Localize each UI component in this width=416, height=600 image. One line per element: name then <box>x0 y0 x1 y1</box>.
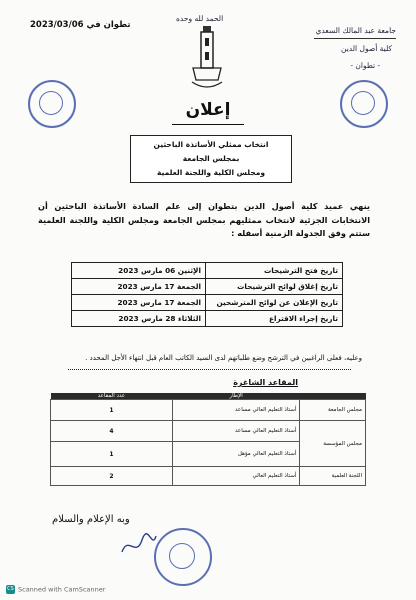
council-cell: مجلس المؤسسة <box>300 421 366 467</box>
announcement-body: ينهي عميد كلية أصول الدين بتطوان إلى علم السادة الأساتذة الباحثين أن الانتخابات الجزئية لانتخاب ممثليهم بمجلس الجامعة ومجلس الكلية واللجنة العلمية ستتم وفق الجدولة الزمنية أسفله : <box>38 201 370 238</box>
official-stamp-bottom <box>154 528 212 586</box>
subject-line: بمجلس الجامعة <box>182 154 240 163</box>
scanner-footer <box>6 585 105 594</box>
seats-row <box>51 421 366 442</box>
top-invocation: الحمد لله وحده <box>176 14 224 23</box>
dotted-separator <box>68 369 351 370</box>
signature-mark <box>118 530 158 560</box>
subject-line: ومجلس الكلية واللجنة العلمية <box>156 168 266 177</box>
document-date: تطوان في 2023/03/06 <box>30 20 131 30</box>
schedule-row <box>72 295 343 311</box>
schedule-label: تاريخ فتح الترشيحات <box>206 263 343 279</box>
schedule-label: تاريخ إجراء الاقتراع <box>206 311 343 327</box>
seats-row <box>51 467 366 486</box>
institution-faculty: كلية أصول الدين <box>341 44 392 53</box>
schedule-date: الثلاثاء 28 مارس 2023 <box>72 311 206 327</box>
council-cell: اللجنة العلمية <box>300 467 366 486</box>
submission-note: وعليه، فعلى الراغبين في الترشح وضع طلباتهم لدى السيد الكاتب العام قبل انتهاء الأجل المحدد . <box>85 354 362 362</box>
vacant-seats-title: المقاعد الشاغرة <box>233 378 298 387</box>
seats-count: 2 <box>51 467 173 486</box>
subject-line: انتخاب ممثلي الأساتذة الباحثين <box>153 140 269 149</box>
grade-cell: أستاذ التعليم العالي <box>172 467 299 486</box>
schedule-date: الإثنين 06 مارس 2023 <box>72 263 206 279</box>
schedule-label: تاريخ إغلاق لوائح الترشيحات <box>206 279 343 295</box>
seats-header: عدد المقاعد <box>51 393 173 400</box>
schedule-date: الجمعة 17 مارس 2023 <box>72 279 206 295</box>
header-underline <box>314 38 396 39</box>
schedule-row <box>72 279 343 295</box>
title-underline <box>172 124 244 125</box>
institution-city: - تطوان - <box>350 61 380 70</box>
subject-box <box>130 135 292 183</box>
schedule-table <box>71 262 343 327</box>
seats-count: 1 <box>51 400 173 421</box>
closing-line: وبه الإعلام والسلام <box>52 514 130 525</box>
seats-count: 4 <box>51 421 173 442</box>
grade-cell: أستاذ التعليم العالي مساعد <box>172 400 299 421</box>
council-cell: مجلس الجامعة <box>300 400 366 421</box>
schedule-date: الجمعة 17 مارس 2023 <box>72 295 206 311</box>
grade-cell: أستاذ التعليم العالي مؤهل <box>172 442 299 467</box>
seats-count: 1 <box>51 442 173 467</box>
seats-header: الإطار <box>172 393 299 400</box>
vacant-seats-table <box>50 393 366 486</box>
grade-cell: أستاذ التعليم العالي مساعد <box>172 421 299 442</box>
scanner-footer-text: Scanned with CamScanner <box>18 585 106 594</box>
schedule-row <box>72 311 343 327</box>
schedule-label: تاريخ الإعلان عن لوائح المترشحين <box>206 295 343 311</box>
university-logo <box>190 22 224 92</box>
seats-row <box>51 400 366 421</box>
institution-university: جامعة عبد المالك السعدي <box>315 26 396 35</box>
schedule-row <box>72 263 343 279</box>
announcement-title: إعلان <box>185 100 231 120</box>
camscanner-icon: CS <box>7 586 14 592</box>
